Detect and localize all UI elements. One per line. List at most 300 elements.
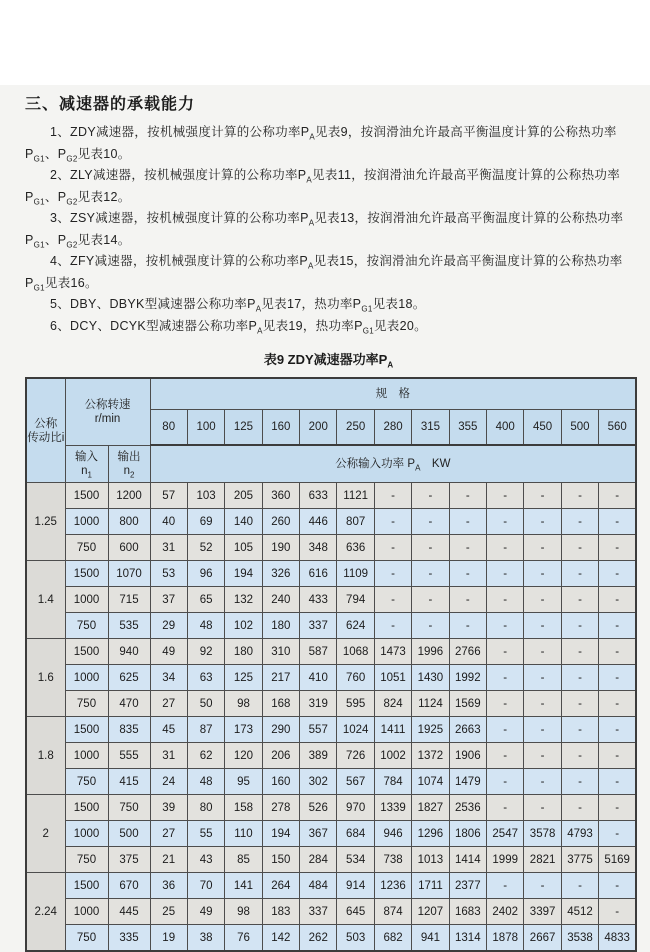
size-header: 500 bbox=[561, 410, 598, 446]
power-value-cell: 302 bbox=[300, 769, 337, 795]
table-row bbox=[26, 899, 636, 925]
input-speed-cell: 1000 bbox=[65, 665, 108, 691]
power-value-cell: 39 bbox=[150, 795, 187, 821]
table-row bbox=[26, 925, 636, 952]
power-value-cell: - bbox=[561, 717, 598, 743]
power-value-cell: 36 bbox=[150, 873, 187, 899]
power-value-cell: 141 bbox=[225, 873, 262, 899]
power-value-cell: 1473 bbox=[374, 639, 411, 665]
power-value-cell: 180 bbox=[262, 613, 299, 639]
size-header: 80 bbox=[150, 410, 187, 446]
power-value-cell: 55 bbox=[187, 821, 224, 847]
power-value-cell: - bbox=[524, 613, 561, 639]
power-value-cell: 29 bbox=[150, 613, 187, 639]
power-value-cell: 1121 bbox=[337, 483, 374, 509]
power-value-cell: - bbox=[561, 509, 598, 535]
power-value-cell: - bbox=[599, 769, 636, 795]
page-content bbox=[0, 85, 650, 952]
input-speed-cell: 1000 bbox=[65, 743, 108, 769]
size-header: 400 bbox=[487, 410, 524, 446]
power-value-cell: 98 bbox=[225, 691, 262, 717]
table-row bbox=[26, 665, 636, 691]
power-value-cell: 1992 bbox=[449, 665, 486, 691]
power-value-cell: 1109 bbox=[337, 561, 374, 587]
power-header: 公称输入功率 $P_A$ KW bbox=[150, 445, 636, 483]
power-value-cell: 1314 bbox=[449, 925, 486, 952]
power-value-cell: - bbox=[412, 535, 449, 561]
power-value-cell: - bbox=[412, 587, 449, 613]
output-speed-cell: 1200 bbox=[108, 483, 150, 509]
output-speed-cell: 555 bbox=[108, 743, 150, 769]
power-value-cell: 45 bbox=[150, 717, 187, 743]
paragraph: 2、ZLY减速器，按机械强度计算的公称功率$P_A$见表11，按润滑油允许最高平衡温度计算的公称热功率$P_{G1}$、$P_{G2}$见表12。 bbox=[25, 168, 621, 206]
power-value-cell: 484 bbox=[300, 873, 337, 899]
power-value-cell: 158 bbox=[225, 795, 262, 821]
power-value-cell: 264 bbox=[262, 873, 299, 899]
power-value-cell: 217 bbox=[262, 665, 299, 691]
power-value-cell: - bbox=[561, 535, 598, 561]
power-value-cell: 24 bbox=[150, 769, 187, 795]
power-value-cell: 1414 bbox=[449, 847, 486, 873]
power-value-cell: 4793 bbox=[561, 821, 598, 847]
power-value-cell: 941 bbox=[412, 925, 449, 952]
power-value-cell: - bbox=[561, 873, 598, 899]
power-value-cell: 684 bbox=[337, 821, 374, 847]
power-value-cell: 110 bbox=[225, 821, 262, 847]
table-title: 表9 ZDY减速器功率$P_A$ bbox=[263, 352, 394, 370]
power-value-cell: - bbox=[599, 717, 636, 743]
output-speed-cell: 1070 bbox=[108, 561, 150, 587]
power-value-cell: 1068 bbox=[337, 639, 374, 665]
spec-header: 规 格 bbox=[150, 378, 636, 410]
power-value-cell: 633 bbox=[300, 483, 337, 509]
power-value-cell: - bbox=[374, 561, 411, 587]
power-value-cell: 1024 bbox=[337, 717, 374, 743]
power-value-cell: - bbox=[524, 535, 561, 561]
power-value-cell: - bbox=[487, 535, 524, 561]
power-value-cell: 194 bbox=[225, 561, 262, 587]
table-row bbox=[26, 535, 636, 561]
power-value-cell: - bbox=[487, 561, 524, 587]
paragraph: 1、ZDY减速器，按机械强度计算的公称功率$P_A$见表9，按润滑油允许最高平衡温度计算的公称热功率$P_{G1}$、$P_{G2}$见表10。 bbox=[25, 125, 617, 163]
power-value-cell: 31 bbox=[150, 535, 187, 561]
table-row bbox=[26, 717, 636, 743]
power-value-cell: - bbox=[561, 483, 598, 509]
power-value-cell: 173 bbox=[225, 717, 262, 743]
power-value-cell: - bbox=[487, 795, 524, 821]
power-value-cell: 337 bbox=[300, 613, 337, 639]
power-value-cell: 1827 bbox=[412, 795, 449, 821]
ratio-cell: 1.4 bbox=[26, 561, 65, 639]
power-value-cell: 595 bbox=[337, 691, 374, 717]
power-value-cell: 2547 bbox=[487, 821, 524, 847]
table-row bbox=[26, 743, 636, 769]
power-value-cell: 180 bbox=[225, 639, 262, 665]
power-value-cell: 2663 bbox=[449, 717, 486, 743]
ratio-header: 公称 传动比i bbox=[26, 378, 65, 483]
power-value-cell: 92 bbox=[187, 639, 224, 665]
power-value-cell: - bbox=[599, 639, 636, 665]
power-value-cell: 1207 bbox=[412, 899, 449, 925]
power-value-cell: - bbox=[524, 717, 561, 743]
power-value-cell: 1711 bbox=[412, 873, 449, 899]
table-row bbox=[26, 691, 636, 717]
power-value-cell: 738 bbox=[374, 847, 411, 873]
power-value-cell: 389 bbox=[300, 743, 337, 769]
power-value-cell: 2821 bbox=[524, 847, 561, 873]
power-value-cell: 278 bbox=[262, 795, 299, 821]
input-speed-header: 输入 $n_1$ bbox=[65, 445, 108, 483]
power-value-cell: - bbox=[599, 821, 636, 847]
power-value-cell: - bbox=[374, 535, 411, 561]
power-value-cell: 3578 bbox=[524, 821, 561, 847]
input-speed-cell: 1500 bbox=[65, 873, 108, 899]
power-value-cell: 503 bbox=[337, 925, 374, 952]
power-value-cell: 367 bbox=[300, 821, 337, 847]
power-value-cell: - bbox=[524, 795, 561, 821]
input-speed-cell: 1000 bbox=[65, 899, 108, 925]
power-value-cell: 132 bbox=[225, 587, 262, 613]
power-value-cell: 794 bbox=[337, 587, 374, 613]
power-value-cell: 1236 bbox=[374, 873, 411, 899]
power-value-cell: 183 bbox=[262, 899, 299, 925]
power-value-cell: 319 bbox=[300, 691, 337, 717]
power-value-cell: - bbox=[561, 691, 598, 717]
power-value-cell: - bbox=[561, 587, 598, 613]
header-row-spec bbox=[26, 378, 636, 410]
power-value-cell: - bbox=[561, 639, 598, 665]
power-value-cell: - bbox=[487, 509, 524, 535]
power-value-cell: 52 bbox=[187, 535, 224, 561]
power-value-cell: 160 bbox=[262, 769, 299, 795]
size-header: 160 bbox=[262, 410, 299, 446]
power-value-cell: - bbox=[599, 535, 636, 561]
power-value-cell: - bbox=[599, 743, 636, 769]
power-value-cell: - bbox=[449, 483, 486, 509]
output-speed-cell: 375 bbox=[108, 847, 150, 873]
size-header: 280 bbox=[374, 410, 411, 446]
input-speed-cell: 750 bbox=[65, 691, 108, 717]
power-value-cell: 142 bbox=[262, 925, 299, 952]
power-value-cell: 534 bbox=[337, 847, 374, 873]
power-value-cell: 1806 bbox=[449, 821, 486, 847]
table-row bbox=[26, 613, 636, 639]
power-value-cell: 21 bbox=[150, 847, 187, 873]
power-value-cell: 57 bbox=[150, 483, 187, 509]
power-value-cell: - bbox=[524, 587, 561, 613]
power-value-cell: 526 bbox=[300, 795, 337, 821]
power-value-cell: - bbox=[487, 769, 524, 795]
power-value-cell: 3775 bbox=[561, 847, 598, 873]
input-speed-cell: 1500 bbox=[65, 795, 108, 821]
power-value-cell: - bbox=[599, 561, 636, 587]
table-row bbox=[26, 769, 636, 795]
power-value-cell: 2536 bbox=[449, 795, 486, 821]
paragraph: 6、DCY、DCYK型减速器公称功率$P_A$见表19，热功率$P_{G1}$见表20。 bbox=[50, 318, 427, 335]
output-speed-cell: 415 bbox=[108, 769, 150, 795]
output-speed-cell: 600 bbox=[108, 535, 150, 561]
power-value-cell: 446 bbox=[300, 509, 337, 535]
power-value-cell: 62 bbox=[187, 743, 224, 769]
power-value-cell: 125 bbox=[225, 665, 262, 691]
power-value-cell: 557 bbox=[300, 717, 337, 743]
power-value-cell: 31 bbox=[150, 743, 187, 769]
power-value-cell: 807 bbox=[337, 509, 374, 535]
power-value-cell: 50 bbox=[187, 691, 224, 717]
size-header: 315 bbox=[412, 410, 449, 446]
page-top-margin bbox=[0, 0, 650, 85]
table-row bbox=[26, 639, 636, 665]
power-value-cell: - bbox=[599, 613, 636, 639]
power-value-cell: 140 bbox=[225, 509, 262, 535]
output-speed-cell: 750 bbox=[108, 795, 150, 821]
power-value-cell: 4512 bbox=[561, 899, 598, 925]
output-speed-cell: 835 bbox=[108, 717, 150, 743]
power-value-cell: - bbox=[449, 509, 486, 535]
power-value-cell: - bbox=[487, 587, 524, 613]
power-value-cell: 120 bbox=[225, 743, 262, 769]
power-value-cell: 824 bbox=[374, 691, 411, 717]
table-row bbox=[26, 561, 636, 587]
output-speed-cell: 335 bbox=[108, 925, 150, 952]
power-value-cell: - bbox=[449, 587, 486, 613]
power-value-cell: 946 bbox=[374, 821, 411, 847]
output-speed-cell: 625 bbox=[108, 665, 150, 691]
size-header: 250 bbox=[337, 410, 374, 446]
power-value-cell: - bbox=[449, 613, 486, 639]
size-header: 355 bbox=[449, 410, 486, 446]
output-speed-cell: 535 bbox=[108, 613, 150, 639]
power-value-cell: 1296 bbox=[412, 821, 449, 847]
power-value-cell: - bbox=[374, 587, 411, 613]
power-value-cell: - bbox=[561, 665, 598, 691]
power-value-cell: - bbox=[487, 717, 524, 743]
size-header: 100 bbox=[187, 410, 224, 446]
power-value-cell: 5169 bbox=[599, 847, 636, 873]
power-value-cell: - bbox=[412, 483, 449, 509]
power-value-cell: 2377 bbox=[449, 873, 486, 899]
input-speed-cell: 1000 bbox=[65, 509, 108, 535]
paragraph: 3、ZSY减速器，按机械强度计算的公称功率$P_A$见表13，按润滑油允许最高平衡温度计算的公称热功率$P_{G1}$、$P_{G2}$见表14。 bbox=[25, 211, 624, 249]
size-header: 560 bbox=[599, 410, 636, 446]
power-value-cell: 150 bbox=[262, 847, 299, 873]
power-value-cell: - bbox=[561, 743, 598, 769]
power-value-cell: - bbox=[599, 483, 636, 509]
power-value-cell: 1411 bbox=[374, 717, 411, 743]
power-value-cell: 95 bbox=[225, 769, 262, 795]
power-value-cell: 190 bbox=[262, 535, 299, 561]
power-value-cell: - bbox=[524, 561, 561, 587]
power-value-cell: - bbox=[599, 795, 636, 821]
power-value-cell: - bbox=[487, 873, 524, 899]
input-speed-cell: 750 bbox=[65, 613, 108, 639]
power-value-cell: 38 bbox=[187, 925, 224, 952]
power-value-cell: 96 bbox=[187, 561, 224, 587]
header-row-io bbox=[26, 445, 636, 483]
power-value-cell: 1906 bbox=[449, 743, 486, 769]
input-speed-cell: 1000 bbox=[65, 587, 108, 613]
power-table bbox=[25, 377, 637, 952]
power-value-cell: 69 bbox=[187, 509, 224, 535]
power-value-cell: 874 bbox=[374, 899, 411, 925]
power-value-cell: - bbox=[561, 769, 598, 795]
power-value-cell: 284 bbox=[300, 847, 337, 873]
table-row bbox=[26, 509, 636, 535]
power-value-cell: 310 bbox=[262, 639, 299, 665]
ratio-cell: 1.6 bbox=[26, 639, 65, 717]
power-value-cell: 1339 bbox=[374, 795, 411, 821]
power-value-cell: 205 bbox=[225, 483, 262, 509]
power-value-cell: 1124 bbox=[412, 691, 449, 717]
ratio-cell: 1.8 bbox=[26, 717, 65, 795]
power-value-cell: 102 bbox=[225, 613, 262, 639]
power-value-cell: 37 bbox=[150, 587, 187, 613]
power-value-cell: 48 bbox=[187, 769, 224, 795]
output-speed-header: 输出 $n_2$ bbox=[108, 445, 150, 483]
input-speed-cell: 750 bbox=[65, 769, 108, 795]
power-value-cell: 65 bbox=[187, 587, 224, 613]
power-value-cell: 25 bbox=[150, 899, 187, 925]
power-value-cell: 914 bbox=[337, 873, 374, 899]
power-value-cell: 1430 bbox=[412, 665, 449, 691]
power-value-cell: 103 bbox=[187, 483, 224, 509]
input-speed-cell: 750 bbox=[65, 535, 108, 561]
power-value-cell: - bbox=[487, 743, 524, 769]
power-value-cell: - bbox=[599, 873, 636, 899]
power-value-cell: - bbox=[449, 561, 486, 587]
power-value-cell: - bbox=[561, 613, 598, 639]
power-value-cell: - bbox=[487, 639, 524, 665]
power-value-cell: 1479 bbox=[449, 769, 486, 795]
power-value-cell: 49 bbox=[150, 639, 187, 665]
power-value-cell: 49 bbox=[187, 899, 224, 925]
power-value-cell: 76 bbox=[225, 925, 262, 952]
power-value-cell: 70 bbox=[187, 873, 224, 899]
input-speed-cell: 1500 bbox=[65, 483, 108, 509]
power-value-cell: 326 bbox=[262, 561, 299, 587]
power-value-cell: 1925 bbox=[412, 717, 449, 743]
power-value-cell: 410 bbox=[300, 665, 337, 691]
power-value-cell: - bbox=[487, 665, 524, 691]
power-value-cell: - bbox=[412, 561, 449, 587]
output-speed-cell: 445 bbox=[108, 899, 150, 925]
power-value-cell: 433 bbox=[300, 587, 337, 613]
table-row bbox=[26, 483, 636, 509]
power-value-cell: 19 bbox=[150, 925, 187, 952]
power-value-cell: - bbox=[524, 691, 561, 717]
power-value-cell: 760 bbox=[337, 665, 374, 691]
table-row bbox=[26, 821, 636, 847]
power-value-cell: - bbox=[412, 509, 449, 535]
power-value-cell: - bbox=[599, 509, 636, 535]
power-value-cell: 80 bbox=[187, 795, 224, 821]
power-value-cell: 1999 bbox=[487, 847, 524, 873]
power-value-cell: 1051 bbox=[374, 665, 411, 691]
power-value-cell: 337 bbox=[300, 899, 337, 925]
speed-header: 公称转速 r/min bbox=[65, 378, 150, 445]
ratio-cell: 1.25 bbox=[26, 483, 65, 561]
power-value-cell: 1002 bbox=[374, 743, 411, 769]
power-value-cell: 2667 bbox=[524, 925, 561, 952]
power-value-cell: 53 bbox=[150, 561, 187, 587]
power-value-cell: 98 bbox=[225, 899, 262, 925]
power-value-cell: 360 bbox=[262, 483, 299, 509]
size-header: 450 bbox=[524, 410, 561, 446]
power-value-cell: 1683 bbox=[449, 899, 486, 925]
ratio-cell: 2 bbox=[26, 795, 65, 873]
power-value-cell: 3397 bbox=[524, 899, 561, 925]
power-value-cell: 1996 bbox=[412, 639, 449, 665]
power-value-cell: 40 bbox=[150, 509, 187, 535]
power-value-cell: 348 bbox=[300, 535, 337, 561]
power-value-cell: - bbox=[524, 639, 561, 665]
input-speed-cell: 1000 bbox=[65, 821, 108, 847]
power-value-cell: 1372 bbox=[412, 743, 449, 769]
output-speed-cell: 470 bbox=[108, 691, 150, 717]
power-value-cell: - bbox=[487, 613, 524, 639]
power-value-cell: 784 bbox=[374, 769, 411, 795]
input-speed-cell: 1500 bbox=[65, 639, 108, 665]
power-value-cell: 262 bbox=[300, 925, 337, 952]
output-speed-cell: 670 bbox=[108, 873, 150, 899]
output-speed-cell: 800 bbox=[108, 509, 150, 535]
power-value-cell: 2402 bbox=[487, 899, 524, 925]
size-header: 125 bbox=[225, 410, 262, 446]
power-value-cell: - bbox=[412, 613, 449, 639]
power-table-body bbox=[26, 483, 636, 952]
power-value-cell: - bbox=[449, 535, 486, 561]
power-value-cell: 85 bbox=[225, 847, 262, 873]
size-header: 200 bbox=[300, 410, 337, 446]
input-speed-cell: 1500 bbox=[65, 561, 108, 587]
power-value-cell: 27 bbox=[150, 691, 187, 717]
input-speed-cell: 1500 bbox=[65, 717, 108, 743]
power-value-cell: 240 bbox=[262, 587, 299, 613]
power-value-cell: - bbox=[487, 691, 524, 717]
power-value-cell: - bbox=[524, 743, 561, 769]
power-value-cell: 206 bbox=[262, 743, 299, 769]
power-value-cell: 682 bbox=[374, 925, 411, 952]
power-value-cell: 2766 bbox=[449, 639, 486, 665]
power-value-cell: - bbox=[599, 587, 636, 613]
power-value-cell: 567 bbox=[337, 769, 374, 795]
power-value-cell: - bbox=[561, 795, 598, 821]
power-value-cell: 726 bbox=[337, 743, 374, 769]
power-value-cell: 260 bbox=[262, 509, 299, 535]
power-value-cell: - bbox=[374, 509, 411, 535]
power-value-cell: 27 bbox=[150, 821, 187, 847]
power-value-cell: 3538 bbox=[561, 925, 598, 952]
output-speed-cell: 500 bbox=[108, 821, 150, 847]
power-value-cell: 105 bbox=[225, 535, 262, 561]
power-value-cell: 43 bbox=[187, 847, 224, 873]
power-value-cell: 970 bbox=[337, 795, 374, 821]
input-speed-cell: 750 bbox=[65, 925, 108, 952]
power-value-cell: 4833 bbox=[599, 925, 636, 952]
ratio-cell: 2.24 bbox=[26, 873, 65, 952]
power-value-cell: - bbox=[524, 873, 561, 899]
power-value-cell: 1074 bbox=[412, 769, 449, 795]
power-value-cell: 616 bbox=[300, 561, 337, 587]
paragraph: 4、ZFY减速器，按机械强度计算的公称功率$P_A$见表15，按润滑油允许最高平衡温度计算的公称热功率$P_{G1}$见表16。 bbox=[25, 254, 623, 292]
power-value-cell: 1569 bbox=[449, 691, 486, 717]
power-value-cell: 87 bbox=[187, 717, 224, 743]
power-value-cell: - bbox=[599, 665, 636, 691]
power-value-cell: - bbox=[487, 483, 524, 509]
input-speed-cell: 750 bbox=[65, 847, 108, 873]
power-value-cell: - bbox=[374, 483, 411, 509]
table-row bbox=[26, 847, 636, 873]
